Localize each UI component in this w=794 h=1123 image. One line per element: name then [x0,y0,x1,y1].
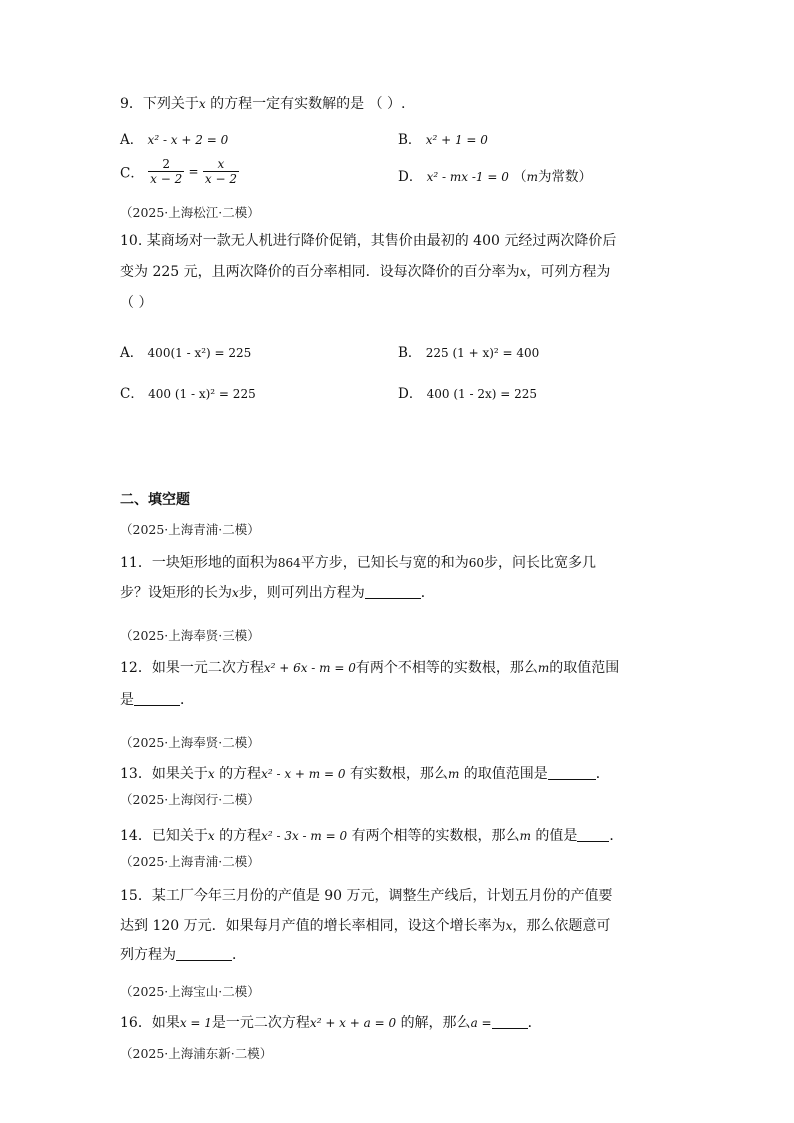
q9-stem [120,94,406,114]
q15-text: ，那么依题意可 [512,918,611,934]
equals-sign: = [188,164,199,179]
answer-blank[interactable] [492,1014,528,1029]
option-label: D． [398,386,423,402]
q14-stem [120,826,623,846]
q12-text: 的取值范围 [549,660,620,676]
q9-option-c [120,157,239,186]
q10-option-b [398,341,539,361]
q14-text: 的值是 [535,828,578,844]
q16-equation: x² + x + a = 0 [309,1016,397,1030]
q9-option-b [398,128,488,148]
q12-stem-line1 [120,658,619,678]
q15-var: x [505,919,513,933]
q13-var: x [207,767,215,781]
q11-text: 步，则可列出方程为 [238,585,365,601]
fraction-denominator: x − 2 [150,172,183,186]
option-label: B． [398,132,422,148]
answer-blank[interactable] [577,827,609,842]
answer-blank[interactable] [134,691,180,706]
q13-text: 13．如果关于 [120,766,208,782]
fraction-right [203,157,239,186]
option-label: D． [398,169,423,185]
answer-blank[interactable] [548,765,596,780]
q12-source: （2025·上海奉贤·三模） [120,628,260,643]
q13-text: 的方程 [219,766,262,782]
option-equation: 400 (1 - 2x) = 225 [426,387,538,401]
q15-source: （2025·上海青浦·二模） [120,854,260,869]
fraction-left [148,157,184,186]
q14-text: 14．已知关于 [120,828,208,844]
q10-stem-line2 [120,262,610,282]
q11-stem-line1 [120,553,596,573]
q10-option-a [120,341,251,361]
q10-stem-line1: 10. 某商场对一款无人机进行降价促销，其售价由最初的 400 元经过两次降价后 [120,233,617,249]
option-equation: 400 (1 - x)² = 225 [148,387,256,401]
q11-stem-line2 [120,583,435,603]
q12-text: 是 [120,692,134,708]
option-note-var: m [526,170,539,184]
q10-answer-bracket: （ ） [120,295,153,311]
q16-text: 是一元二次方程 [211,1015,310,1031]
q10-option-c [120,382,256,402]
q9-stem-text-a: 9．下列关于 [120,96,199,112]
q15-stem-line2 [120,916,610,936]
q12-equation: x² + 6x - m = 0 [263,661,356,675]
q11-number: 60 [468,556,485,570]
q15-stem-line3 [120,945,246,965]
q13-text: 的取值范围是 [463,766,548,782]
option-label: A． [120,345,144,361]
q11-text: ． [420,585,435,601]
q14-text: 的方程 [219,828,262,844]
fraction-numerator: x [217,157,225,171]
q12-text: 有两个不相等的实数根，那么 [355,660,538,676]
option-equation: x² + 1 = 0 [425,133,488,147]
q13-text: 有实数根，那么 [349,766,448,782]
option-label: C． [120,386,144,402]
option-label: C． [120,165,144,182]
fraction-denominator: x − 2 [204,172,237,186]
q11-text: 平方步，已知长与宽的和为 [300,555,469,571]
q11-var: x [232,586,239,600]
option-label: A． [120,132,144,148]
q15-text: 列方程为 [120,947,176,963]
q12-text: ． [180,692,194,708]
q11-text: 步，问长比宽多几 [484,555,597,571]
q13-text: ． [595,766,610,782]
q16-stem [120,1013,542,1033]
q11-number: 864 [277,556,301,570]
answer-blank[interactable] [365,584,421,599]
q14-equation: x² - 3x - m = 0 [261,829,348,843]
next-source: （2025·上海浦东新·二模） [120,1046,273,1061]
option-equation: 225 (1 + x)² = 400 [425,346,540,360]
q16-text: 16．如果 [120,1015,180,1031]
q12-var: m [537,661,550,675]
q10-text: ，可列方程为 [526,264,611,280]
q16-source: （2025·上海宝山·二模） [120,984,260,999]
q16-equation: x = 1 [179,1016,212,1030]
fraction-numerator: 2 [162,157,170,171]
q11-text: 11．一块矩形地的面积为 [120,555,278,571]
q9-option-d [398,165,592,185]
option-equation: 400(1 - x²) = 225 [147,346,252,360]
answer-blank[interactable] [176,946,232,961]
option-note: 为常数） [538,169,593,185]
q14-var: x [207,829,215,843]
q15-text: ． [232,947,246,963]
q13-equation: x² - x + m = 0 [261,767,346,781]
option-equation: x² - mx -1 = 0 [426,170,509,184]
option-label: B． [398,345,422,361]
q10-var: x [519,265,527,279]
q15-text: 达到 120 万元．如果每月产值的增长率相同，设这个增长率为 [120,918,506,934]
q14-text: 有两个相等的实数根，那么 [351,828,520,844]
q14-text: ． [609,828,624,844]
q9-option-a [120,128,228,148]
q11-text: 步？设矩形的长为 [120,585,232,601]
section-title: 二、填空题 [120,492,190,508]
q10-source: （2025·上海松江·二模） [120,205,260,220]
q9-var: x [198,97,206,111]
q14-var: m [519,829,531,843]
q14-source: （2025·上海闵行·二模） [120,792,260,807]
option-note: （ [513,169,527,185]
q13-source: （2025·上海奉贤·二模） [120,735,260,750]
q11-source: （2025·上海青浦·二模） [120,522,260,537]
q13-var: m [447,767,460,781]
q15-stem-line1: 15．某工厂今年三月份的产值是 90 万元，调整生产线后，计划五月份的产值要 [120,888,613,904]
option-equation: x² - x + 2 = 0 [147,133,229,147]
q12-text: 12．如果一元二次方程 [120,660,264,676]
q12-stem-line2 [120,690,194,710]
q16-text: 的解，那么 [400,1015,471,1031]
q10-text: 变为 225 元，且两次降价的百分率相同．设每次降价的百分率为 [120,264,520,280]
q16-equation: a = [470,1016,492,1030]
q16-text: ． [527,1015,542,1031]
q10-option-d [398,382,537,402]
q9-stem-text-b: 的方程一定有实数解的是 （ ）. [210,96,406,112]
q13-stem [120,764,610,784]
